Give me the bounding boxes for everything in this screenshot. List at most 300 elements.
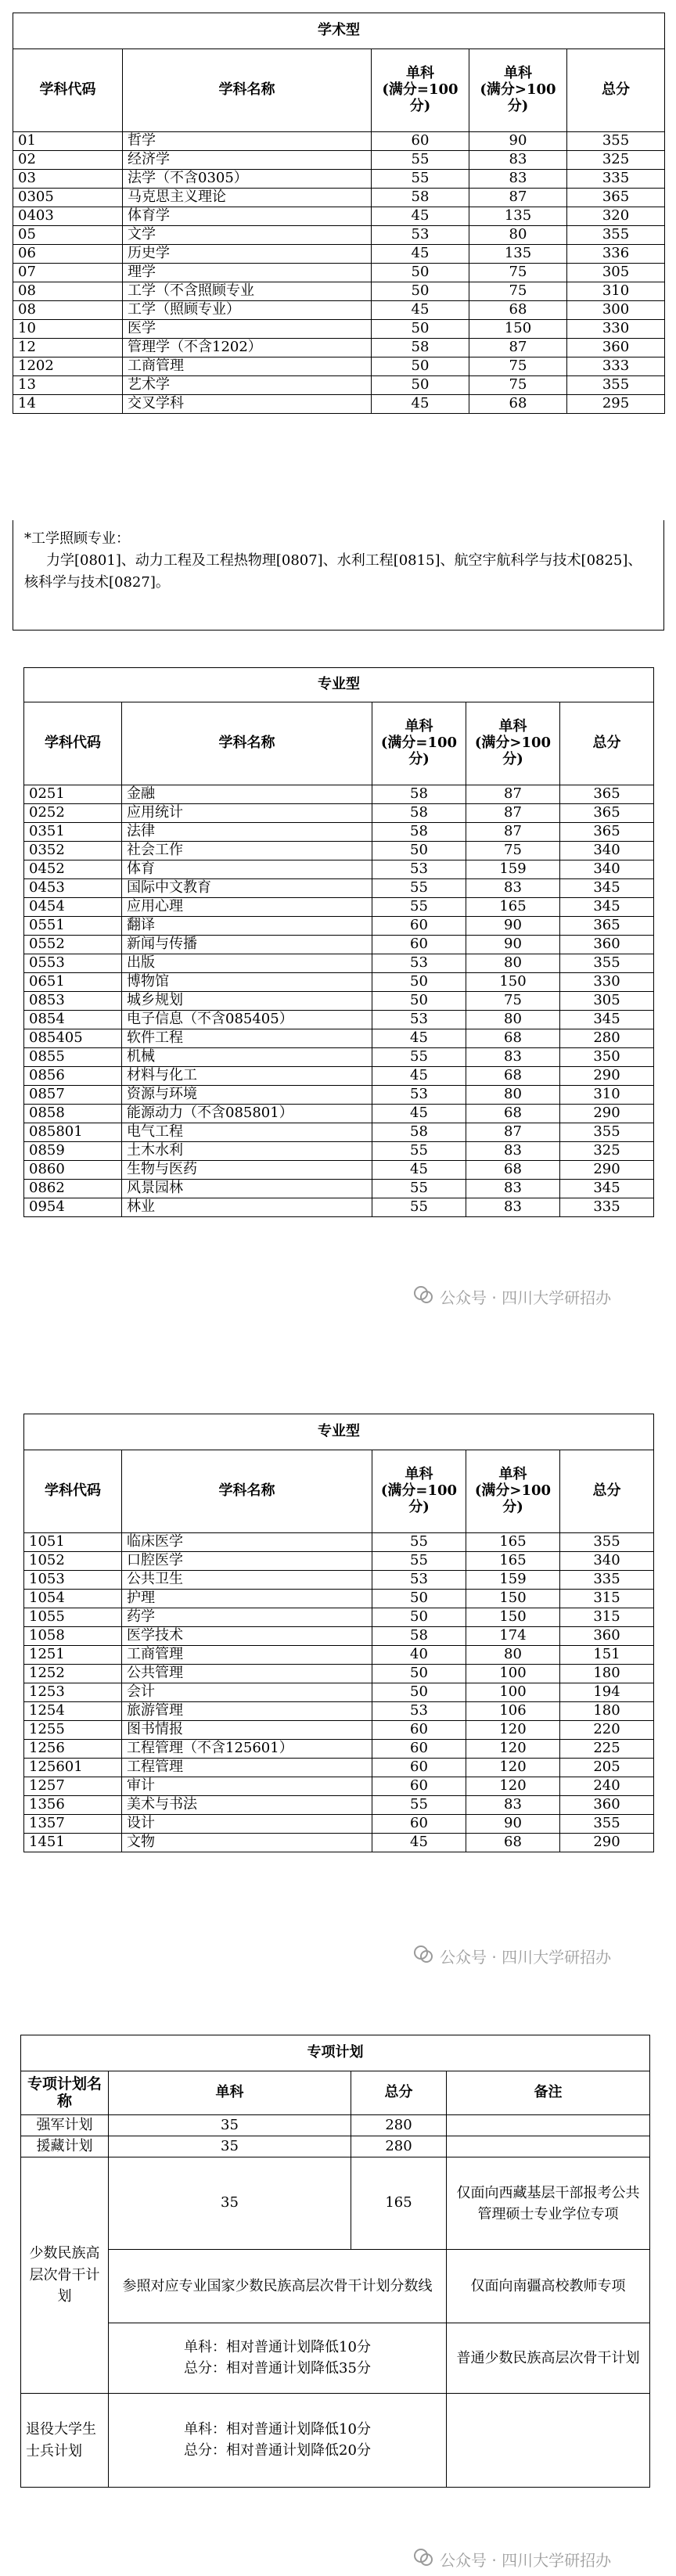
- cell-total: 340: [560, 842, 654, 860]
- academic-note-body: 力学[0801]、动力工程及工程热物理[0807]、水利工程[0815]、航空宇航科学与技术[0825]、核科学与技术[0827]。: [24, 551, 642, 591]
- cell-single-100: 55: [372, 879, 466, 898]
- cell-code: 0854: [24, 1011, 122, 1029]
- cell-name: 翻译: [122, 917, 372, 936]
- table-row: [24, 804, 654, 823]
- cell-single-over-100: 150: [466, 1608, 560, 1627]
- cell-code: 0453: [24, 879, 122, 898]
- cell-code: 1054: [24, 1590, 122, 1608]
- cell-single-over-100: 165: [466, 1533, 560, 1552]
- cell-total: 360: [560, 1796, 654, 1815]
- minority-plan-name: 少数民族高层次骨干计划: [21, 2157, 109, 2394]
- wechat-icon: [413, 1944, 433, 1968]
- cell-single-over-100: 174: [466, 1627, 560, 1646]
- cell-code: 0452: [24, 860, 122, 879]
- cell-single-over-100: 120: [466, 1740, 560, 1759]
- cell-code: 0651: [24, 973, 122, 992]
- table-row: [24, 1834, 654, 1852]
- cell-name: 资源与环境: [122, 1086, 372, 1105]
- header-total: 总分: [560, 702, 654, 785]
- table-row: [21, 2323, 650, 2394]
- cell-single-over-100: 68: [469, 395, 567, 414]
- cell-total: 315: [560, 1608, 654, 1627]
- cell-code: 0352: [24, 842, 122, 860]
- table-row: [13, 339, 665, 357]
- cell-single-over-100: 150: [466, 973, 560, 992]
- cell-single-over-100: 83: [466, 1180, 560, 1198]
- cell-total: 340: [560, 860, 654, 879]
- cell-single-over-100: 80: [466, 1011, 560, 1029]
- table-row: [24, 1627, 654, 1646]
- cell-code: 0553: [24, 954, 122, 973]
- minority-reference-text: 参照对应专业国家少数民族高层次骨干计划分数线: [109, 2250, 447, 2323]
- cell-code: 13: [13, 376, 123, 395]
- cell-name: 会计: [122, 1683, 372, 1702]
- cell-total: 225: [560, 1740, 654, 1759]
- cell-single-over-100: 87: [466, 804, 560, 823]
- table-row: [13, 264, 665, 282]
- veteran-reduction-single: 单科：相对普通计划降低10分: [184, 2421, 371, 2438]
- cell-single-100: 45: [372, 1067, 466, 1086]
- cell-total: 310: [567, 282, 665, 301]
- table-row: [24, 1571, 654, 1590]
- academic-note: [13, 520, 664, 631]
- cell-name: 交叉学科: [123, 395, 372, 414]
- table-row: [13, 301, 665, 320]
- cell-single-100: 50: [372, 376, 469, 395]
- cell-code: 0403: [13, 207, 123, 226]
- cell-name: 电子信息（不含085405）: [122, 1011, 372, 1029]
- cell-single-over-100: 150: [469, 320, 567, 339]
- cell-code: 0252: [24, 804, 122, 823]
- veteran-reduction-total: 总分：相对普通计划降低20分: [184, 2441, 371, 2459]
- cell-total: 325: [560, 1142, 654, 1161]
- cell-single-over-100: 90: [466, 1815, 560, 1834]
- academic-title: 学术型: [13, 13, 665, 49]
- cell-single-100: 60: [372, 1815, 466, 1834]
- cell-single-over-100: 75: [466, 842, 560, 860]
- cell-total: 240: [560, 1777, 654, 1796]
- cell-code: 1252: [24, 1665, 122, 1683]
- cell-name: 临床医学: [122, 1533, 372, 1552]
- cell-total: 295: [567, 395, 665, 414]
- cell-code: 0853: [24, 992, 122, 1011]
- header-single-over-100: 单科 (满分>100 分): [466, 1450, 560, 1533]
- cell-single-over-100: 68: [466, 1834, 560, 1852]
- cell-name: 旅游管理: [122, 1702, 372, 1721]
- cell-name: 历史学: [123, 245, 372, 264]
- cell-total: 280: [560, 1029, 654, 1048]
- table-row: [13, 207, 665, 226]
- cell-single-100: 58: [372, 1123, 466, 1142]
- cell-single-100: 40: [372, 1646, 466, 1665]
- cell-total: 350: [560, 1048, 654, 1067]
- cell-single-over-100: 83: [469, 170, 567, 189]
- plan-total: 280: [351, 2115, 447, 2136]
- cell-total: 360: [560, 1627, 654, 1646]
- cell-single-over-100: 106: [466, 1702, 560, 1721]
- table-row: [24, 1048, 654, 1067]
- cell-single-100: 50: [372, 1665, 466, 1683]
- table-row: [24, 842, 654, 860]
- cell-single-over-100: 83: [466, 879, 560, 898]
- header-single-100: 单科 (满分=100 分): [372, 49, 469, 132]
- cell-single-over-100: 100: [466, 1683, 560, 1702]
- cell-total: 180: [560, 1702, 654, 1721]
- cell-single-over-100: 87: [466, 1123, 560, 1142]
- table-row: [24, 1796, 654, 1815]
- cell-total: 365: [560, 804, 654, 823]
- cell-total: 345: [560, 898, 654, 917]
- professional-section-2: [23, 1414, 653, 1852]
- cell-single-100: 45: [372, 245, 469, 264]
- cell-name: 公共卫生: [122, 1571, 372, 1590]
- cell-code: 0954: [24, 1198, 122, 1217]
- cell-total: 355: [567, 376, 665, 395]
- cell-single-over-100: 90: [466, 917, 560, 936]
- special-section: [20, 2035, 650, 2488]
- table-row: [24, 1180, 654, 1198]
- cell-code: 1053: [24, 1571, 122, 1590]
- cell-code: 0860: [24, 1161, 122, 1180]
- cell-single-100: 45: [372, 1161, 466, 1180]
- table-row: [24, 823, 654, 842]
- cell-single-100: 58: [372, 1627, 466, 1646]
- professional-section-1: [23, 667, 653, 1217]
- plan-single: 35: [109, 2136, 351, 2157]
- cell-single-over-100: 83: [466, 1198, 560, 1217]
- cell-total: 290: [560, 1105, 654, 1123]
- plan-single: 35: [109, 2115, 351, 2136]
- table-row: [24, 1011, 654, 1029]
- cell-code: 1356: [24, 1796, 122, 1815]
- minority-note-1: 仅面向西藏基层干部报考公共管理硕士专业学位专项: [447, 2157, 650, 2250]
- cell-single-over-100: 120: [466, 1721, 560, 1740]
- table-row: [24, 1777, 654, 1796]
- cell-name: 审计: [122, 1777, 372, 1796]
- cell-name: 土木水利: [122, 1142, 372, 1161]
- cell-single-100: 55: [372, 1796, 466, 1815]
- cell-name: 美术与书法: [122, 1796, 372, 1815]
- cell-single-100: 55: [372, 1198, 466, 1217]
- table-row: [24, 1029, 654, 1048]
- table-row: [24, 917, 654, 936]
- cell-single-over-100: 100: [466, 1665, 560, 1683]
- cell-single-100: 60: [372, 1777, 466, 1796]
- cell-name: 文学: [123, 226, 372, 245]
- cell-code: 1357: [24, 1815, 122, 1834]
- cell-total: 355: [567, 226, 665, 245]
- cell-total: 355: [560, 1815, 654, 1834]
- cell-single-over-100: 83: [466, 1142, 560, 1161]
- minority-total: 165: [351, 2157, 447, 2250]
- table-row: [24, 1815, 654, 1834]
- plan-name: 强军计划: [21, 2115, 109, 2136]
- minority-reduction: [109, 2323, 447, 2394]
- cell-code: 0454: [24, 898, 122, 917]
- special-header-total: 总分: [351, 2071, 447, 2115]
- cell-single-100: 60: [372, 936, 466, 954]
- cell-single-over-100: 120: [466, 1777, 560, 1796]
- cell-total: 345: [560, 1011, 654, 1029]
- header-total: 总分: [567, 49, 665, 132]
- cell-name: 马克思主义理论: [123, 189, 372, 207]
- cell-name: 博物馆: [122, 973, 372, 992]
- minority-note-2: 仅面向南疆高校教师专项: [447, 2250, 650, 2323]
- cell-name: 材料与化工: [122, 1067, 372, 1086]
- table-row: [13, 189, 665, 207]
- cell-single-100: 45: [372, 1105, 466, 1123]
- table-row: [24, 785, 654, 804]
- cell-single-over-100: 87: [466, 785, 560, 804]
- cell-name: 新闻与传播: [122, 936, 372, 954]
- watermark-1: [413, 1284, 611, 1309]
- table-row: [24, 1142, 654, 1161]
- cell-code: 0858: [24, 1105, 122, 1123]
- cell-single-over-100: 75: [469, 357, 567, 376]
- academic-section: [13, 13, 664, 631]
- cell-single-over-100: 68: [466, 1029, 560, 1048]
- cell-name: 金融: [122, 785, 372, 804]
- table-row: [24, 1590, 654, 1608]
- table-row: [24, 1086, 654, 1105]
- table-row: [13, 282, 665, 301]
- cell-single-over-100: 135: [469, 207, 567, 226]
- table-row: [13, 357, 665, 376]
- cell-code: 0305: [13, 189, 123, 207]
- cell-single-100: 50: [372, 1608, 466, 1627]
- table-row: [24, 860, 654, 879]
- cell-code: 0552: [24, 936, 122, 954]
- table-row: [24, 1067, 654, 1086]
- cell-single-100: 50: [372, 842, 466, 860]
- cell-single-100: 60: [372, 1721, 466, 1740]
- cell-name: 工商管理: [122, 1646, 372, 1665]
- cell-code: 01: [13, 132, 123, 151]
- cell-name: 理学: [123, 264, 372, 282]
- professional-table-1: [23, 667, 654, 1217]
- cell-code: 05: [13, 226, 123, 245]
- table-row: [21, 2157, 650, 2250]
- cell-code: 02: [13, 151, 123, 170]
- cell-single-100: 45: [372, 301, 469, 320]
- cell-single-over-100: 165: [466, 898, 560, 917]
- cell-single-over-100: 87: [469, 189, 567, 207]
- cell-total: 315: [560, 1590, 654, 1608]
- table-row: [24, 936, 654, 954]
- wechat-icon: [413, 1284, 433, 1309]
- cell-name: 能源动力（不含085801）: [122, 1105, 372, 1123]
- cell-code: 08: [13, 282, 123, 301]
- cell-code: 1051: [24, 1533, 122, 1552]
- cell-single-100: 55: [372, 898, 466, 917]
- veteran-note: [447, 2394, 650, 2488]
- table-row: [13, 170, 665, 189]
- special-header-note: 备注: [447, 2071, 650, 2115]
- professional-table-2: [23, 1414, 654, 1852]
- cell-name: 工程管理（不含125601）: [122, 1740, 372, 1759]
- cell-code: 03: [13, 170, 123, 189]
- cell-single-100: 45: [372, 1029, 466, 1048]
- cell-single-100: 50: [372, 1683, 466, 1702]
- special-table: [20, 2035, 650, 2488]
- cell-total: 355: [560, 1533, 654, 1552]
- table-row: [21, 2394, 650, 2488]
- cell-single-over-100: 159: [466, 860, 560, 879]
- cell-code: 12: [13, 339, 123, 357]
- cell-single-100: 45: [372, 395, 469, 414]
- header-code: 学科代码: [24, 702, 122, 785]
- table-row: [24, 1608, 654, 1627]
- table-row: [24, 1123, 654, 1142]
- table-row: [21, 2115, 650, 2136]
- plan-note: [447, 2115, 650, 2136]
- cell-single-over-100: 80: [466, 954, 560, 973]
- minority-single: 35: [109, 2157, 351, 2250]
- table-row: [24, 992, 654, 1011]
- cell-total: 355: [567, 132, 665, 151]
- table-row: [24, 1740, 654, 1759]
- cell-total: 340: [560, 1552, 654, 1571]
- cell-total: 330: [560, 973, 654, 992]
- cell-total: 205: [560, 1759, 654, 1777]
- minority-reduction-single: 单科：相对普通计划降低10分: [184, 2339, 371, 2356]
- cell-total: 365: [560, 785, 654, 804]
- cell-code: 1251: [24, 1646, 122, 1665]
- cell-name: 艺术学: [123, 376, 372, 395]
- cell-name: 工学（照顾专业）: [123, 301, 372, 320]
- cell-single-100: 53: [372, 1571, 466, 1590]
- cell-single-over-100: 120: [466, 1759, 560, 1777]
- cell-code: 0859: [24, 1142, 122, 1161]
- cell-name: 医学技术: [122, 1627, 372, 1646]
- cell-code: 1255: [24, 1721, 122, 1740]
- cell-total: 310: [560, 1086, 654, 1105]
- cell-name: 口腔医学: [122, 1552, 372, 1571]
- cell-single-100: 55: [372, 1048, 466, 1067]
- cell-total: 333: [567, 357, 665, 376]
- table-row: [24, 879, 654, 898]
- cell-single-over-100: 75: [469, 282, 567, 301]
- cell-single-100: 50: [372, 1590, 466, 1608]
- cell-total: 335: [560, 1571, 654, 1590]
- table-row: [13, 245, 665, 264]
- table-row: [24, 1105, 654, 1123]
- cell-total: 290: [560, 1067, 654, 1086]
- cell-single-over-100: 83: [466, 1048, 560, 1067]
- cell-code: 1256: [24, 1740, 122, 1759]
- academic-note-title: *工学照顾专业：: [24, 530, 130, 547]
- cell-code: 06: [13, 245, 123, 264]
- cell-total: 320: [567, 207, 665, 226]
- cell-total: 365: [560, 823, 654, 842]
- cell-single-over-100: 150: [466, 1590, 560, 1608]
- cell-name: 风景园林: [122, 1180, 372, 1198]
- cell-code: 1254: [24, 1702, 122, 1721]
- cell-code: 07: [13, 264, 123, 282]
- cell-single-over-100: 68: [466, 1161, 560, 1180]
- cell-total: 194: [560, 1683, 654, 1702]
- plan-note: [447, 2136, 650, 2157]
- table-row: [24, 954, 654, 973]
- special-header-single: 单科: [109, 2071, 351, 2115]
- cell-code: 1052: [24, 1552, 122, 1571]
- cell-single-100: 60: [372, 132, 469, 151]
- cell-single-100: 55: [372, 1142, 466, 1161]
- table-row: [24, 898, 654, 917]
- cell-name: 国际中文教育: [122, 879, 372, 898]
- cell-single-100: 53: [372, 954, 466, 973]
- cell-single-100: 58: [372, 823, 466, 842]
- cell-single-100: 58: [372, 785, 466, 804]
- cell-name: 工商管理: [123, 357, 372, 376]
- watermark-text-1: 公众号 · 四川大学研招办: [440, 1288, 612, 1307]
- cell-total: 305: [567, 264, 665, 282]
- cell-code: 1202: [13, 357, 123, 376]
- cell-total: 345: [560, 1180, 654, 1198]
- table-row: [13, 132, 665, 151]
- cell-name: 药学: [122, 1608, 372, 1627]
- cell-name: 护理: [122, 1590, 372, 1608]
- cell-name: 经济学: [123, 151, 372, 170]
- cell-single-100: 58: [372, 339, 469, 357]
- cell-name: 法律: [122, 823, 372, 842]
- cell-name: 医学: [123, 320, 372, 339]
- cell-code: 1257: [24, 1777, 122, 1796]
- cell-name: 法学（不含0305）: [123, 170, 372, 189]
- cell-single-over-100: 165: [466, 1552, 560, 1571]
- special-header-name: 专项计划名称: [21, 2071, 109, 2115]
- header-single-100: 单科 (满分=100 分): [372, 1450, 466, 1533]
- cell-code: 08: [13, 301, 123, 320]
- plan-total: 280: [351, 2136, 447, 2157]
- table-row: [21, 2136, 650, 2157]
- cell-total: 360: [567, 339, 665, 357]
- table-row: [13, 376, 665, 395]
- cell-name: 生物与医药: [122, 1161, 372, 1180]
- watermark-3: [413, 2547, 611, 2571]
- cell-single-over-100: 68: [466, 1105, 560, 1123]
- cell-single-100: 50: [372, 973, 466, 992]
- minority-note-3: 普通少数民族高层次骨干计划: [447, 2323, 650, 2394]
- cell-total: 335: [560, 1198, 654, 1217]
- cell-name: 林业: [122, 1198, 372, 1217]
- cell-single-over-100: 68: [466, 1067, 560, 1086]
- header-name: 学科名称: [122, 702, 372, 785]
- header-single-over-100: 单科 (满分>100 分): [466, 702, 560, 785]
- cell-name: 体育学: [123, 207, 372, 226]
- cell-single-over-100: 80: [466, 1086, 560, 1105]
- cell-total: 305: [560, 992, 654, 1011]
- header-name: 学科名称: [122, 1450, 372, 1533]
- cell-single-100: 53: [372, 1011, 466, 1029]
- cell-name: 出版: [122, 954, 372, 973]
- table-row: [24, 1759, 654, 1777]
- cell-single-over-100: 90: [469, 132, 567, 151]
- cell-single-over-100: 68: [469, 301, 567, 320]
- cell-name: 图书情报: [122, 1721, 372, 1740]
- cell-single-100: 58: [372, 804, 466, 823]
- cell-single-over-100: 75: [469, 376, 567, 395]
- veteran-plan-name: 退役大学生士兵计划: [21, 2394, 109, 2488]
- cell-name: 文物: [122, 1834, 372, 1852]
- cell-total: 365: [567, 189, 665, 207]
- cell-total: 290: [560, 1161, 654, 1180]
- cell-name: 设计: [122, 1815, 372, 1834]
- cell-single-over-100: 159: [466, 1571, 560, 1590]
- cell-total: 355: [560, 1123, 654, 1142]
- cell-code: 085405: [24, 1029, 122, 1048]
- cell-code: 0855: [24, 1048, 122, 1067]
